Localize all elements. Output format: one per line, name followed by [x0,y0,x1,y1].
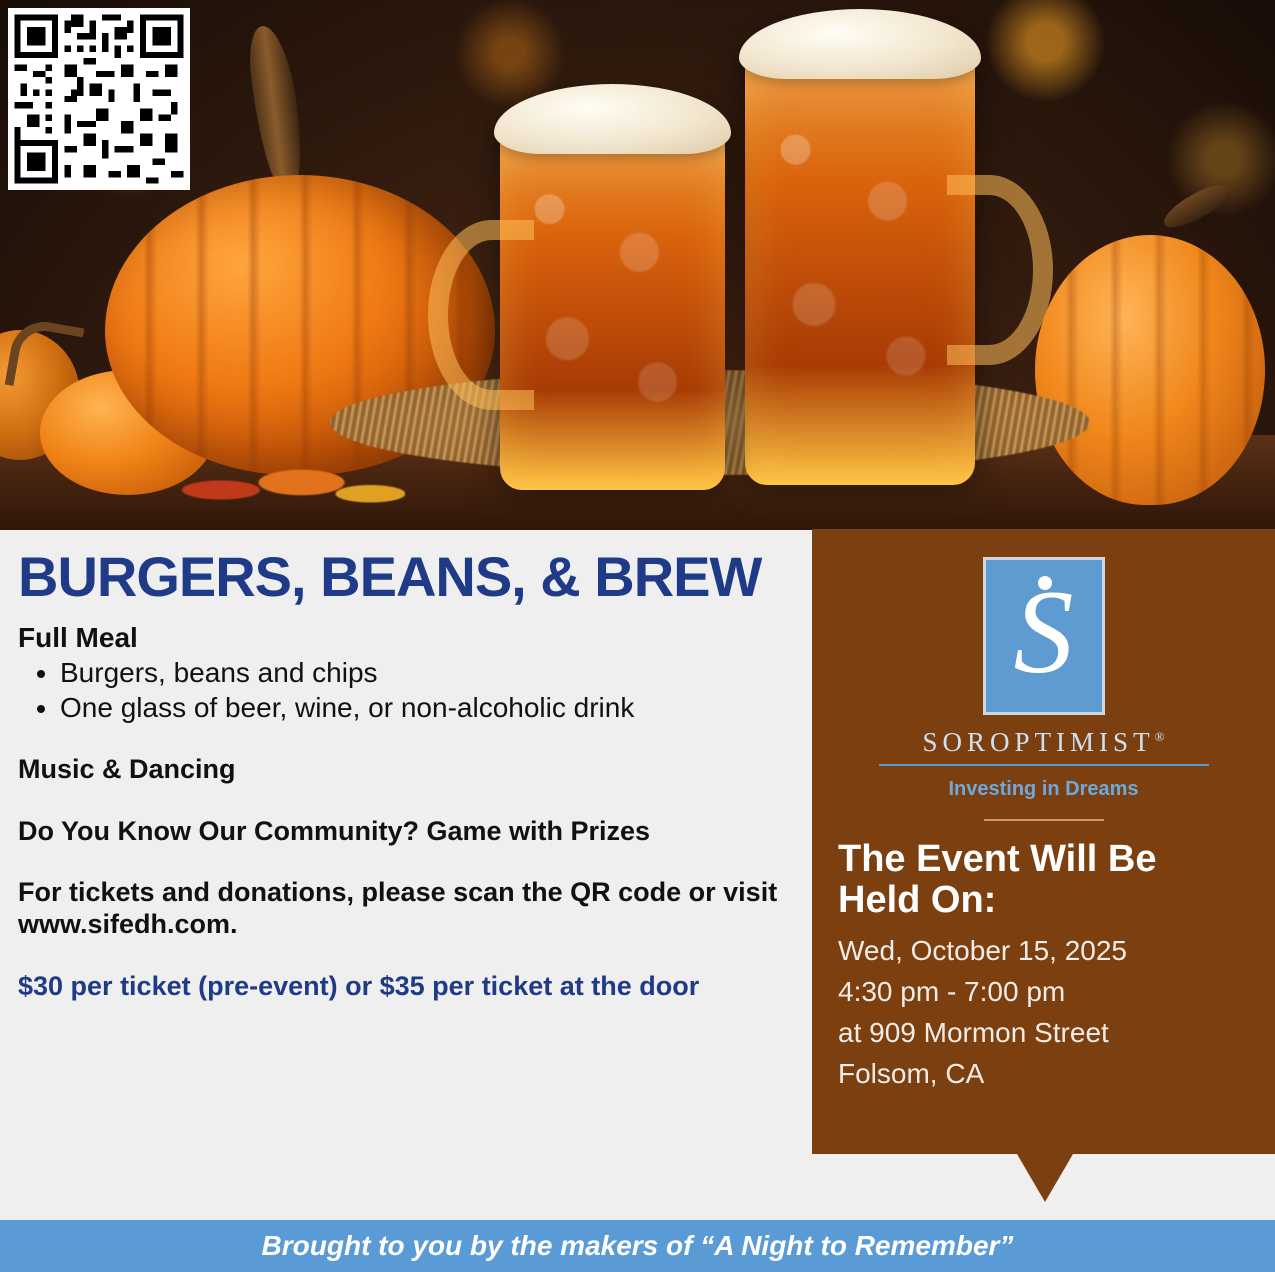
event-details-card [812,529,1275,1154]
qr-code-icon [8,8,190,190]
brand-tagline: Investing in Dreams [948,778,1139,800]
full-meal-heading: Full Meal [18,621,138,653]
beer-mug-front [500,130,725,490]
event-detail-lines [838,933,1249,1093]
event-date: Wed, October 15, 2025 [838,935,1127,967]
list-item: • Burgers, beans and chips [60,656,808,689]
event-heading: The Event Will Be Held On: [838,838,1157,922]
card-pointer [1017,1154,1073,1202]
price-line: $30 per ticket (pre-event) or $35 per ticket at the door [18,971,700,1002]
tickets-info-line: For tickets and donations, please scan the QR code or visit www.sifedh.com. [18,877,778,940]
event-city: Folsom, CA [838,1057,985,1089]
left-column [18,545,808,1003]
music-dancing-line: Music & Dancing [18,753,236,784]
card-divider [984,819,1104,821]
footer-text: Brought to you by the makers of “A Night to Remember” [261,1230,1014,1261]
event-time: 4:30 pm - 7:00 pm [838,976,1066,1008]
brand-divider [879,764,1209,766]
registered-mark: ® [1154,729,1165,744]
brand-name [838,727,1249,758]
community-game-line: Do You Know Our Community? Game with Prizes [18,815,651,846]
autumn-leaves [175,445,405,520]
footer-banner [0,1220,1275,1272]
page-title: BURGERS, BEANS, & BREW [18,545,762,608]
hero-photo [0,0,1275,530]
list-item: • One glass of beer, wine, or non-alcoholic drink [60,691,808,724]
event-address: at 909 Mormon Street [838,1016,1109,1048]
logo-s-mark: S [1013,565,1074,698]
beer-mug-back [745,55,975,485]
brand-name-text: SOROPTIMIST [922,727,1155,757]
pumpkin-right [1035,235,1265,505]
soroptimist-logo [983,557,1105,715]
qr-code[interactable] [8,8,190,190]
meal-list [18,656,808,724]
